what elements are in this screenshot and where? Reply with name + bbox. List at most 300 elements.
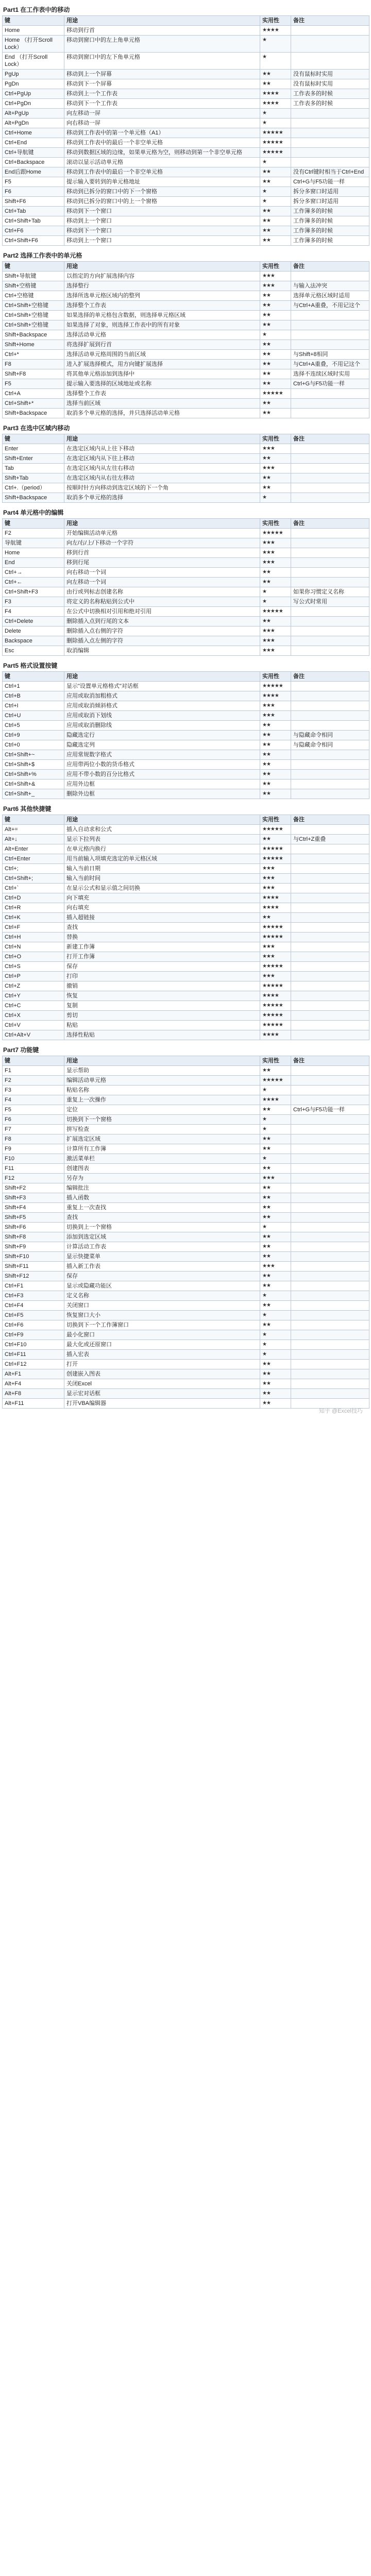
practical-cell: ★ <box>260 53 291 70</box>
note-cell <box>291 626 369 636</box>
table-row <box>3 1086 369 1095</box>
note-cell: 选择不连续区域时实用 <box>291 369 369 379</box>
use-cell: 取消多个单元格的选择，并只选择活动单元格 <box>64 409 260 418</box>
table-row <box>3 1360 369 1369</box>
key-cell: F7 <box>3 1125 64 1134</box>
use-cell: 插入超链接 <box>64 913 260 923</box>
practical-cell: ★★★★★ <box>260 933 291 942</box>
note-cell <box>291 721 369 731</box>
practical-cell: ★★ <box>260 167 291 177</box>
table-header-row <box>3 1056 369 1066</box>
table-row <box>3 207 369 216</box>
practical-cell: ★★★★★ <box>260 138 291 148</box>
use-cell: 应用或取消下划线 <box>64 711 260 721</box>
table-row <box>3 1125 369 1134</box>
table-row <box>3 109 369 118</box>
key-cell: Ctrl+Alt+V <box>3 1030 64 1040</box>
use-cell: 输入当前时间 <box>64 874 260 884</box>
note-cell <box>291 389 369 399</box>
note-cell: 工作簿多的时候 <box>291 207 369 216</box>
practical-cell: ★★ <box>260 1134 291 1144</box>
table-row <box>3 379 369 389</box>
table-row <box>3 691 369 701</box>
key-cell: Ctrl+5 <box>3 721 64 731</box>
table-row <box>3 291 369 301</box>
note-cell: 与Ctrl+A重叠，不用记这个 <box>291 360 369 369</box>
key-cell: Alt+F1 <box>3 1369 64 1379</box>
note-cell <box>291 1076 369 1086</box>
note-cell: 工作簿多的时候 <box>291 236 369 246</box>
table-header-row <box>3 672 369 682</box>
practical-cell: ★ <box>260 109 291 118</box>
practical-cell: ★★ <box>260 1164 291 1174</box>
use-cell: 进入扩展选择模式，用方向键扩展选择 <box>64 360 260 369</box>
note-cell <box>291 1272 369 1281</box>
practical-cell: ★★★★★ <box>260 389 291 399</box>
note-cell <box>291 1369 369 1379</box>
key-cell: Alt+PgUp <box>3 109 64 118</box>
note-cell: 与Ctrl+Z重叠 <box>291 835 369 844</box>
table-row <box>3 281 369 291</box>
practical-cell: ★★ <box>260 1144 291 1154</box>
table-row <box>3 493 369 503</box>
key-cell: Ctrl+S <box>3 962 64 972</box>
key-cell: Ctrl+Shift+F6 <box>3 236 64 246</box>
table-row <box>3 1340 369 1350</box>
header-key: 键 <box>3 672 64 682</box>
note-cell <box>291 568 369 578</box>
table-row <box>3 923 369 933</box>
key-cell: Ctrl+F3 <box>3 1291 64 1301</box>
note-cell <box>291 272 369 281</box>
header-use: 用途 <box>64 434 260 444</box>
use-cell: 添加到选定区域 <box>64 1232 260 1242</box>
table-row <box>3 350 369 360</box>
table-row <box>3 1115 369 1125</box>
note-cell <box>291 409 369 418</box>
table-row <box>3 464 369 473</box>
key-cell: Shift+F11 <box>3 1262 64 1272</box>
table-row <box>3 454 369 464</box>
key-cell: Ctrl+R <box>3 903 64 913</box>
practical-cell: ★★ <box>260 301 291 311</box>
use-cell: 取消编辑 <box>64 646 260 656</box>
table-row <box>3 99 369 109</box>
use-cell: 移动到下一个工作表 <box>64 99 260 109</box>
use-cell: 移动到工作表中的最后一个非空单元格 <box>64 167 260 177</box>
note-cell <box>291 854 369 864</box>
note-cell <box>291 538 369 548</box>
use-cell: 如果选择的单元格包含数据，则选择单元格区域 <box>64 311 260 320</box>
table-row <box>3 942 369 952</box>
table-row <box>3 587 369 597</box>
table-row <box>3 770 369 779</box>
key-cell: Ctrl+Delete <box>3 617 64 626</box>
note-cell <box>291 483 369 493</box>
practical-cell: ★★★ <box>260 1262 291 1272</box>
key-cell: Ctrl+→ <box>3 568 64 578</box>
practical-cell: ★★ <box>260 913 291 923</box>
header-note: 备注 <box>291 16 369 26</box>
practical-cell: ★★★★★ <box>260 981 291 991</box>
note-cell <box>291 1144 369 1154</box>
note-cell <box>291 26 369 36</box>
section-title: Part1 在工作表中的移动 <box>3 6 70 13</box>
note-cell <box>291 779 369 789</box>
table-row <box>3 320 369 330</box>
key-cell: F8 <box>3 1134 64 1144</box>
header-note: 备注 <box>291 262 369 272</box>
practical-cell: ★★ <box>260 226 291 236</box>
note-cell <box>291 473 369 483</box>
key-cell: Shift+F6 <box>3 197 64 207</box>
use-cell: 应用或取消倾斜格式 <box>64 701 260 711</box>
practical-cell: ★★ <box>260 760 291 770</box>
note-cell <box>291 138 369 148</box>
note-cell <box>291 1281 369 1291</box>
header-key: 键 <box>3 1056 64 1066</box>
table-row <box>3 360 369 369</box>
note-cell <box>291 864 369 874</box>
note-cell <box>291 558 369 568</box>
table-row <box>3 118 369 128</box>
table-row <box>3 1379 369 1389</box>
key-cell: Ctrl+Shift+~ <box>3 750 64 760</box>
table-row <box>3 558 369 568</box>
watermark: 知乎 @Excel技巧 <box>318 1408 363 1414</box>
use-cell: 显示或隐藏功能区 <box>64 1281 260 1291</box>
shortcut-table <box>2 815 369 1040</box>
use-cell: 移动到窗口中的左上角单元格 <box>64 36 260 53</box>
table-row <box>3 972 369 981</box>
table-row <box>3 226 369 236</box>
table-row <box>3 1105 369 1115</box>
use-cell: 输入当前日期 <box>64 864 260 874</box>
practical-cell: ★★ <box>260 177 291 187</box>
practical-cell: ★★★★ <box>260 26 291 36</box>
note-cell: 写公式时常用 <box>291 597 369 607</box>
practical-cell: ★★ <box>260 216 291 226</box>
note-cell <box>291 884 369 893</box>
use-cell: 激活菜单栏 <box>64 1154 260 1164</box>
practical-cell: ★★ <box>260 835 291 844</box>
note-cell <box>291 701 369 711</box>
note-cell <box>291 750 369 760</box>
table-row <box>3 682 369 691</box>
key-cell: F2 <box>3 1076 64 1086</box>
practical-cell: ★★ <box>260 1281 291 1291</box>
key-cell: End <box>3 558 64 568</box>
practical-cell: ★★ <box>260 1193 291 1203</box>
practical-cell: ★★ <box>260 1183 291 1193</box>
table-row <box>3 79 369 89</box>
practical-cell: ★★ <box>260 409 291 418</box>
key-cell: Ctrl+← <box>3 578 64 587</box>
practical-cell: ★★★★ <box>260 991 291 1001</box>
practical-cell: ★★ <box>260 750 291 760</box>
practical-cell: ★★★★★ <box>260 128 291 138</box>
note-cell <box>291 399 369 409</box>
table-row <box>3 1399 369 1409</box>
shortcut-table <box>2 518 369 656</box>
practical-cell: ★★ <box>260 1379 291 1389</box>
key-cell: Shift+Backspace <box>3 493 64 503</box>
note-cell <box>291 844 369 854</box>
key-cell: Ctrl+Tab <box>3 207 64 216</box>
practical-cell: ★★ <box>260 399 291 409</box>
key-cell: PgUp <box>3 70 64 79</box>
use-cell: 最大化或还原窗口 <box>64 1340 260 1350</box>
table-row <box>3 568 369 578</box>
use-cell: 重复上一次操作 <box>64 1095 260 1105</box>
use-cell: 插入函数 <box>64 1193 260 1203</box>
practical-cell: ★★★★★ <box>260 1011 291 1021</box>
practical-cell: ★★★ <box>260 548 291 558</box>
key-cell: Ctrl+B <box>3 691 64 701</box>
note-cell <box>291 1213 369 1223</box>
key-cell: Shift+F8 <box>3 1232 64 1242</box>
table-row <box>3 1311 369 1320</box>
use-cell: 最小化窗口 <box>64 1330 260 1340</box>
use-cell: 提示输入要转到的单元格地址 <box>64 177 260 187</box>
practical-cell: ★★★★★ <box>260 529 291 538</box>
shortcut-table <box>2 671 369 799</box>
key-cell: Ctrl+Shift+空格键 <box>3 311 64 320</box>
note-cell <box>291 1340 369 1350</box>
note-cell <box>291 1164 369 1174</box>
key-cell: Ctrl+H <box>3 933 64 942</box>
note-cell <box>291 1360 369 1369</box>
practical-cell: ★★★ <box>260 884 291 893</box>
key-cell: Ctrl+空格键 <box>3 291 64 301</box>
practical-cell: ★★ <box>260 731 291 740</box>
practical-cell: ★★ <box>260 350 291 360</box>
practical-cell: ★ <box>260 1125 291 1134</box>
use-cell: 滚动以显示活动单元格 <box>64 158 260 167</box>
practical-cell: ★★ <box>260 1105 291 1115</box>
practical-cell: ★ <box>260 187 291 197</box>
table-row <box>3 1001 369 1011</box>
table-row <box>3 721 369 731</box>
practical-cell: ★★ <box>260 1232 291 1242</box>
key-cell: Ctrl+F6 <box>3 226 64 236</box>
key-cell: Ctrl+K <box>3 913 64 923</box>
practical-cell: ★ <box>260 158 291 167</box>
key-cell: Alt+↓ <box>3 835 64 844</box>
practical-cell: ★★★★★ <box>260 1001 291 1011</box>
header-key: 键 <box>3 434 64 444</box>
use-cell: 应用不带小数的百分比格式 <box>64 770 260 779</box>
practical-cell: ★★ <box>260 1320 291 1330</box>
use-cell: 剪切 <box>64 1011 260 1021</box>
practical-cell: ★★ <box>260 1301 291 1311</box>
use-cell: 插入自动求和公式 <box>64 825 260 835</box>
practical-cell: ★★ <box>260 770 291 779</box>
note-cell <box>291 36 369 53</box>
use-cell: 显示下拉列表 <box>64 835 260 844</box>
table-row <box>3 1232 369 1242</box>
note-cell <box>291 1242 369 1252</box>
table-row <box>3 1183 369 1193</box>
practical-cell: ★★★★★ <box>260 148 291 158</box>
note-cell <box>291 529 369 538</box>
note-cell <box>291 1174 369 1183</box>
table-row <box>3 893 369 903</box>
note-cell: 拆分多窗口时适用 <box>291 187 369 197</box>
key-cell: Shift+F2 <box>3 1183 64 1193</box>
table-row <box>3 167 369 177</box>
key-cell: Ctrl+F10 <box>3 1340 64 1350</box>
key-cell: Ctrl+1 <box>3 682 64 691</box>
note-cell <box>291 903 369 913</box>
table-row <box>3 1066 369 1076</box>
key-cell: Ctrl+Shift+; <box>3 874 64 884</box>
use-cell: 新建工作簿 <box>64 942 260 952</box>
practical-cell: ★★★★★ <box>260 607 291 617</box>
practical-cell: ★★ <box>260 568 291 578</box>
note-cell <box>291 118 369 128</box>
note-cell <box>291 1223 369 1232</box>
note-cell <box>291 340 369 350</box>
use-cell: 移到行尾 <box>64 558 260 568</box>
note-cell <box>291 158 369 167</box>
practical-cell: ★★★ <box>260 444 291 454</box>
note-cell <box>291 972 369 981</box>
shortcut-table <box>2 15 369 246</box>
use-cell: 创建图表 <box>64 1164 260 1174</box>
key-cell: Ctrl+Shift+空格键 <box>3 301 64 311</box>
table-row <box>3 187 369 197</box>
use-cell: 在选定区域内从下往上移动 <box>64 454 260 464</box>
use-cell: 打印 <box>64 972 260 981</box>
note-cell: 工作表多的时候 <box>291 99 369 109</box>
key-cell: Alt+F8 <box>3 1389 64 1399</box>
practical-cell: ★★ <box>260 473 291 483</box>
note-cell <box>291 1389 369 1399</box>
table-row <box>3 626 369 636</box>
note-cell <box>291 1095 369 1105</box>
header-note: 备注 <box>291 434 369 444</box>
key-cell: Ctrl+9 <box>3 731 64 740</box>
table-row <box>3 646 369 656</box>
practical-cell: ★ <box>260 330 291 340</box>
practical-cell: ★ <box>260 1154 291 1164</box>
key-cell: F9 <box>3 1144 64 1154</box>
practical-cell: ★★★ <box>260 711 291 721</box>
use-cell: 将选择扩展到行首 <box>64 340 260 350</box>
table-row <box>3 409 369 418</box>
table-header-row <box>3 16 369 26</box>
practical-cell: ★★★ <box>260 1174 291 1183</box>
use-cell: 将其他单元格添加到选择中 <box>64 369 260 379</box>
note-cell <box>291 1030 369 1040</box>
table-row <box>3 1154 369 1164</box>
shortcut-table <box>2 261 369 418</box>
practical-cell: ★★ <box>260 79 291 89</box>
use-cell: 选择当前区域 <box>64 399 260 409</box>
section-title: Part3 在选中区域内移动 <box>3 425 70 432</box>
use-cell: 打开工作簿 <box>64 952 260 962</box>
key-cell: Ctrl+C <box>3 1001 64 1011</box>
practical-cell: ★★★ <box>260 272 291 281</box>
table-row <box>3 1193 369 1203</box>
table-row <box>3 981 369 991</box>
key-cell: Esc <box>3 646 64 656</box>
table-row <box>3 913 369 923</box>
practical-cell: ★★★ <box>260 701 291 711</box>
table-row <box>3 750 369 760</box>
key-cell: Enter <box>3 444 64 454</box>
note-cell <box>291 1086 369 1095</box>
use-cell: 向左/右/上/下移动一个字符 <box>64 538 260 548</box>
note-cell <box>291 1193 369 1203</box>
use-cell: 开始编辑活动单元格 <box>64 529 260 538</box>
use-cell: 向右填充 <box>64 903 260 913</box>
table-row <box>3 835 369 844</box>
use-cell: 向左移动一屏 <box>64 109 260 118</box>
table-row <box>3 1011 369 1021</box>
practical-cell: ★★ <box>260 1242 291 1252</box>
use-cell: 选择性粘贴 <box>64 1030 260 1040</box>
note-cell <box>291 454 369 464</box>
use-cell: 选择整个工作表 <box>64 389 260 399</box>
use-cell: 在显示公式和显示值之间切换 <box>64 884 260 893</box>
use-cell: 在选定区域内从左往右移动 <box>64 464 260 473</box>
table-row <box>3 36 369 53</box>
note-cell: 如果你习惯定义名称 <box>291 587 369 597</box>
header-key: 键 <box>3 519 64 529</box>
table-row <box>3 933 369 942</box>
table-row <box>3 864 369 874</box>
use-cell: 恢复 <box>64 991 260 1001</box>
note-cell <box>291 991 369 1001</box>
practical-cell: ★★★ <box>260 626 291 636</box>
use-cell: 隐藏选定行 <box>64 731 260 740</box>
practical-cell: ★ <box>260 587 291 597</box>
use-cell: 删除插入点到行尾的文本 <box>64 617 260 626</box>
practical-cell: ★ <box>260 1350 291 1360</box>
note-cell <box>291 464 369 473</box>
note-cell <box>291 1203 369 1213</box>
key-cell: Ctrl+End <box>3 138 64 148</box>
practical-cell: ★ <box>260 1340 291 1350</box>
use-cell: 取消多个单元格的选择 <box>64 493 260 503</box>
table-row <box>3 272 369 281</box>
key-cell: Alt+PgDn <box>3 118 64 128</box>
practical-cell: ★★ <box>260 360 291 369</box>
use-cell: 选择整行 <box>64 281 260 291</box>
key-cell: F3 <box>3 597 64 607</box>
header-practical: 实用性 <box>260 262 291 272</box>
use-cell: 向下填充 <box>64 893 260 903</box>
key-cell: Shift+F4 <box>3 1203 64 1213</box>
table-row <box>3 369 369 379</box>
key-cell: F4 <box>3 1095 64 1105</box>
use-cell: 扩展选定区域 <box>64 1134 260 1144</box>
key-cell: F4 <box>3 607 64 617</box>
key-cell: F11 <box>3 1164 64 1174</box>
key-cell: Ctrl+F4 <box>3 1301 64 1311</box>
table-row <box>3 731 369 740</box>
use-cell: 拼写检查 <box>64 1125 260 1134</box>
practical-cell: ★★★★ <box>260 1030 291 1040</box>
practical-cell: ★★ <box>260 70 291 79</box>
table-row <box>3 874 369 884</box>
table-row <box>3 70 369 79</box>
note-cell <box>291 1115 369 1125</box>
note-cell <box>291 789 369 799</box>
table-row <box>3 760 369 770</box>
